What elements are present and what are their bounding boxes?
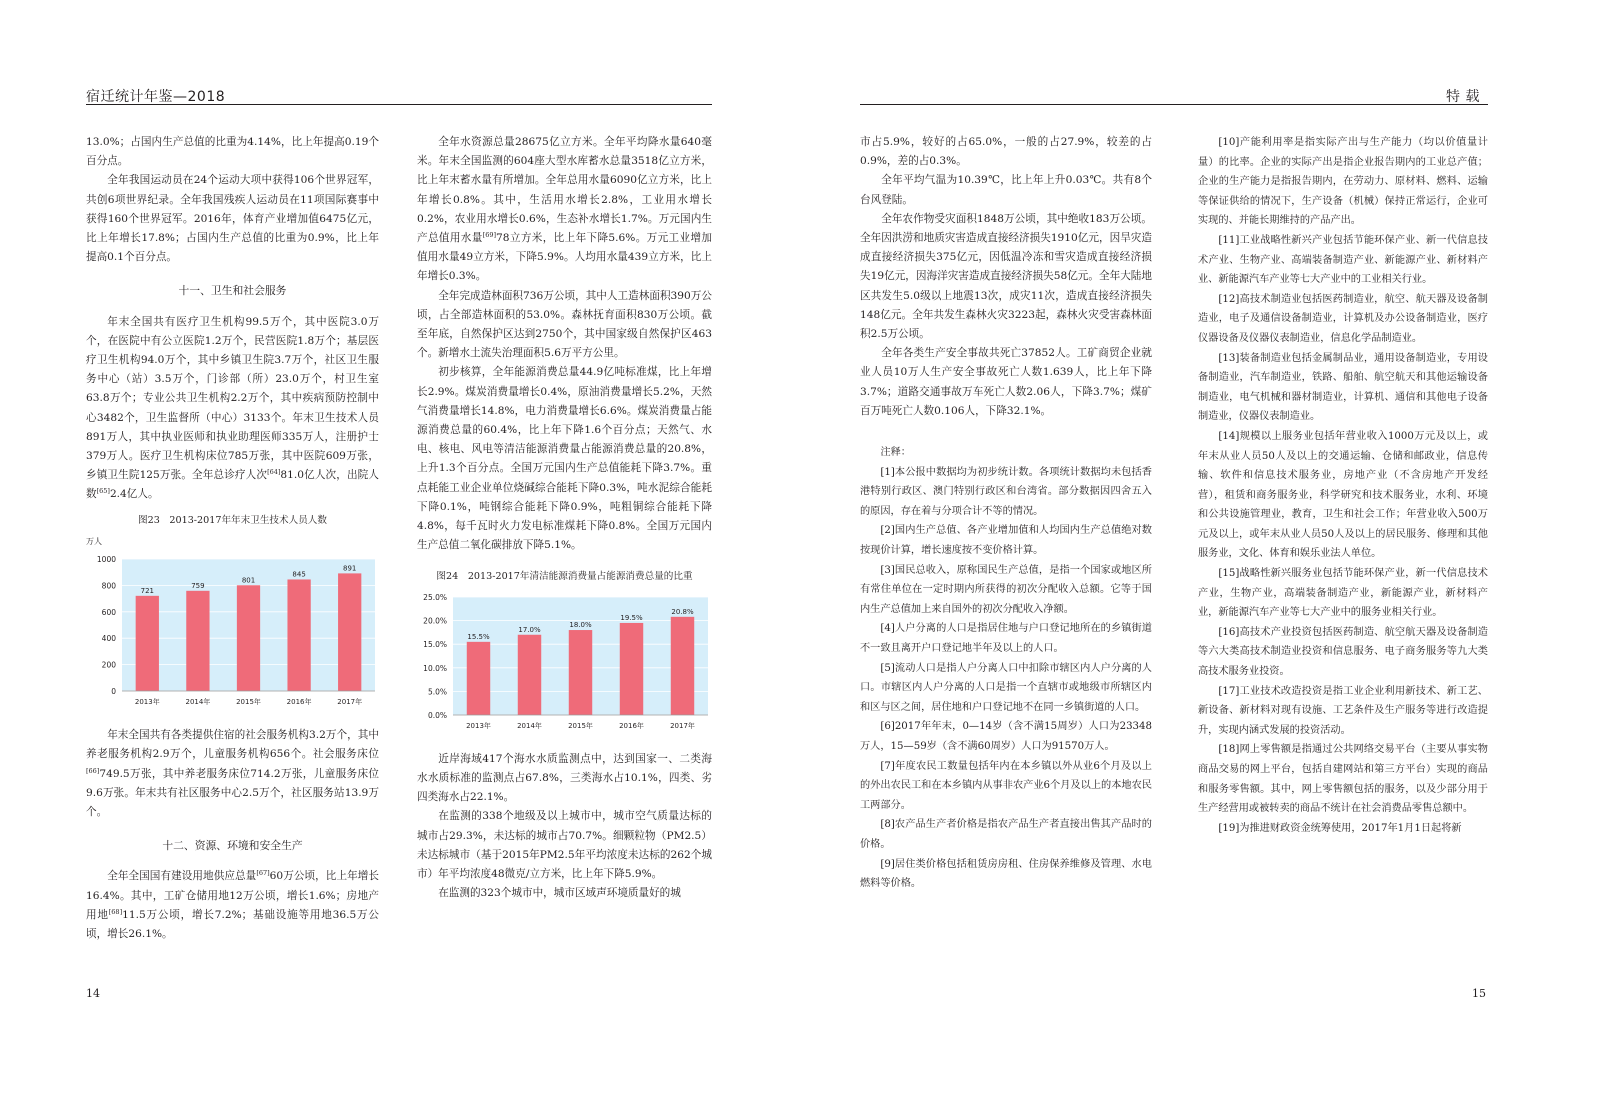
note: [13]装备制造业包括金属制品业，通用设备制造业，专用设备制造业，汽车制造业，铁路、船舶、航空航天和其他运输设备制造业，电气机械和器材制造业，计算机、通信和其他电子设备制造业，仪器仪表制造业。: [1198, 352, 1488, 423]
bar: [518, 634, 541, 714]
y-tick-label: 20.0%: [423, 616, 447, 626]
bar: [287, 580, 310, 692]
chart-23-plot: [86, 551, 379, 713]
data-label: 759: [191, 581, 205, 590]
left-header-rule: [86, 104, 712, 105]
text-run: 2.4亿人。: [109, 488, 159, 501]
paragraph: [86, 867, 379, 944]
x-tick-label: 2016年: [286, 698, 312, 707]
y-tick-label: 400: [101, 634, 116, 644]
y-tick-label: 1000: [96, 555, 116, 565]
text-run: 78立方米，比上年下降5.6%。万元工业增加值用水量49立方米，下降5.9%。人均用水量439立方米，比上年增长0.3%。: [417, 232, 712, 283]
paragraph: 全年各类生产安全事故共死亡37852人。工矿商贸企业就业人员10万人生产安全事故死亡人数1.639人，比上年下降3.7%；道路交通事故万车死亡人数2.06人，下降3.7%；煤矿百万吨死亡人数0.106人，下降32.1%。: [860, 347, 1152, 417]
note: [16]高技术产业投资包括医药制造、航空航天器及设备制造等六大类高技术制造业投资和信息服务、电子商务服务等九大类高技术服务业投资。: [1198, 626, 1488, 678]
note: [19]为推进财政资金统筹使用，2017年1月1日起将新: [1218, 822, 1462, 834]
text-run: 年末全国共有医疗卫生机构99.5万个，其中医院3.0万个，在医院中有公立医院1.2万个，民营医院1.8万个；基层医疗卫生机构94.0万个，其中乡镇卫生院3.7万个，社区卫生服务中心（站）3.5万个，门诊部（所）23.0万个，村卫生室63.8万个；专业公共卫生机构2.2万个，其中疾病预防控制中心3482个，卫生监督所（中心）3133个。年末卫生技术人员891万人，其中执业医师和执业助理医师335万人，注册护士379万人。医疗卫生机构床位785万张，其中医院609万张，乡镇卫生院125万张。全年总诊疗人次: [86, 315, 379, 482]
bar: [186, 591, 209, 691]
note: [4]人户分离的人口是指居住地与户口登记地所在的乡镇街道不一致且离开户口登记地半年及以上的人口。: [860, 623, 1152, 654]
note: [12]高技术制造业包括医药制造业，航空、航天器及设备制造业，电子及通信设备制造业，计算机及办公设备制造业，医疗仪器设备及仪器仪表制造业，信息化学品制造业。: [1198, 293, 1488, 344]
paragraph: 全年我国运动员在24个运动大项中获得106个世界冠军，共创6项世界纪录。全年我国残疾人运动员在11项国际赛事中获得160个世界冠军。2016年，体育产业增加值6475亿元，比上年增长17.8%；占国内生产总值的比重为0.9%，比上年提高0.1个百分点。: [86, 174, 379, 264]
text-run: 749.5万张，其中养老服务床位714.2万张，儿童服务床位9.6万张。年末共有社区服务中心2.5万个，社区服务站13.9万个。: [86, 767, 379, 819]
bar: [338, 573, 361, 691]
paragraph: 在监测的338个地级及以上城市中，城市空气质量达标的城市占29.3%，未达标的城市占70.7%。细颗粒物（PM2.5）未达标城市（基于2015年PM2.5年平均浓度未达标的262个城市）年平均浓度48微克/立方米，比上年下降5.9%。: [417, 810, 712, 881]
data-label: 845: [292, 570, 306, 579]
x-tick-label: 2013年: [134, 698, 160, 707]
notes: [860, 443, 1152, 894]
paragraph: 全年完成造林面积736万公顷，其中人工造林面积390万公顷，占全部造林面积的53.0%。森林抚育面积830万公顷。截至年底，自然保护区达到2750个，其中国家级自然保护区463个。新增水土流失治理面积5.6万平方公里。: [417, 289, 712, 360]
footnote-ref: [65]: [96, 487, 110, 496]
note: [1]本公报中数据均为初步统计数。各项统计数据均未包括香港特别行政区、澳门特别行政区和台湾省。部分数据因四舍五入的原因，存在着与分项合计不等的情况。: [860, 466, 1152, 517]
paragraph: [417, 133, 712, 287]
footnote-ref: [66]: [86, 766, 100, 775]
right-page: [790, 0, 1609, 1099]
footnote-ref: [67]: [256, 869, 270, 878]
page-number-left: 14: [86, 987, 100, 1000]
y-tick-label: 25.0%: [423, 592, 447, 602]
y-tick-label: 0.0%: [427, 710, 447, 720]
note: [6]2017年年末，0—14岁（含不满15周岁）人口为23348万人，15—59岁（含不满60周岁）人口为91570万人。: [860, 721, 1152, 752]
column-1: [86, 133, 379, 944]
note: [17]工业技术改造投资是指工业企业利用新技术、新工艺、新设备、新材料对现有设施、工艺条件及生产服务等进行改造提升，实现内涵式发展的投资活动。: [1198, 685, 1488, 736]
text-run: 年末全国共有各类提供住宿的社会服务机构3.2万个，其中养老服务机构2.9万个，儿童服务机构656个。社会服务床位: [86, 729, 379, 761]
x-tick-label: 2013年: [466, 721, 491, 730]
paragraph: [86, 313, 379, 505]
bar: [671, 616, 694, 714]
y-tick-label: 200: [101, 660, 116, 670]
text-run: 60万公顷，比上年增长16.4%。其中，工矿仓储用地12万公顷，增长1.6%；房地产用地: [86, 870, 379, 921]
data-label: 801: [241, 576, 256, 585]
note: [8]农产品生产者价格是指农产品生产者直接出售其产品时的价格。: [860, 819, 1152, 850]
data-label: 721: [140, 586, 154, 595]
chart-title: 图24 2013-2017年清洁能源消费量占能源消费总量的比重: [436, 571, 693, 583]
x-tick-label: 2017年: [337, 698, 363, 707]
column-3: [860, 133, 1152, 894]
column-4: [1198, 133, 1488, 838]
text-run: 全年水资源总量28675亿立方米。全年平均降水量640毫米。年末全国监测的604座大型水库蓄水总量3518亿立方米，比上年末蓄水量有所增加。全年总用水量6090亿立方米，比上年增长0.8%。其中，生活用水增长2.8%，工业用水增长0.2%，农业用水增长0.6%，生态补水增长1.7%。万元国内生产总值用水量: [417, 136, 712, 245]
x-tick-label: 2016年: [619, 721, 644, 730]
x-tick-label: 2015年: [236, 698, 261, 707]
column-2: [417, 133, 712, 904]
bar: [136, 596, 159, 691]
y-tick-label: 5.0%: [427, 687, 447, 697]
text-run: 11.5万公顷，增长7.2%；基础设施等用地36.5万公顷，增长26.1%。: [86, 908, 380, 941]
note: [15]战略性新兴服务业包括节能环保产业，新一代信息技术产业，生物产业，高端装备制造产业，新能源产业，新材料产业，新能源汽车产业等七大产业中的服务业相关行业。: [1198, 568, 1488, 619]
notes-heading: 注释：: [880, 447, 911, 459]
left-header-title: 宿迁统计年鉴—2018: [86, 89, 226, 105]
note: [14]规模以上服务业包括年营业收入1000万元及以上，或年末从业人员50人及以上的交通运输、仓储和邮政业，信息传输、软件和信息技术服务业，房地产业（不含房地产开发经营），租赁和商务服务业，科学研究和技术服务业，水利、环境和公共设施管理业，教育，卫生和社会工作；年营业收入500万元及以上，或年末从业人员50人及以上的居民服务、修理和其他服务业，文化、体育和娱乐业法人单位。: [1198, 430, 1488, 560]
x-tick-label: 2017年: [670, 721, 695, 730]
paragraph: 在监测的323个城市中，城市区域声环境质量好的城: [438, 887, 681, 900]
data-label: 17.0%: [518, 625, 541, 634]
y-tick-label: 800: [101, 581, 116, 591]
data-label: 18.0%: [569, 620, 592, 629]
note: [3]国民总收入，原称国民生产总值，是指一个国家或地区所有常住单位在一定时期内所获得的初次分配收入总额。它等于国内生产总值加上来自国外的初次分配收入净额。: [860, 564, 1152, 615]
y-tick-label: 600: [101, 607, 116, 617]
paragraph: 全年农作物受灾面积1848万公顷，其中绝收183万公顷。全年因洪涝和地质灾害造成直接经济损失1910亿元，因旱灾造成直接经济损失375亿元，因低温冷冻和雪灾造成直接经济损失19亿元，因海洋灾害造成直接经济损失58亿元。全年大陆地区共发生5.0级以上地震13次，成灾11次，造成直接经济损失148亿元。全年共发生森林火灾3223起，森林火灾受害森林面积2.5万公顷。: [860, 212, 1152, 341]
note: [10]产能利用率是指实际产出与生产能力（均以价值量计量）的比率。企业的实际产出是指企业报告期内的工业总产值；企业的生产能力是指报告期内，在劳动力、原材料、燃料、运输等保证供给的情况下，生产设备（机械）保持正常运行，企业可实现的、并能长期维持的产品产出。: [1198, 137, 1488, 227]
chart-24-plot: [417, 589, 712, 737]
text-run: 全年全国国有建设用地供应总量: [107, 870, 257, 883]
y-tick-label: 10.0%: [423, 663, 447, 673]
paragraph: [86, 726, 379, 822]
data-label: 891: [343, 564, 357, 573]
chart-ylabel: 万人: [86, 536, 102, 546]
paragraph: 初步核算，全年能源消费总量44.9亿吨标准煤，比上年增长2.9%。煤炭消费量增长0.4%，原油消费量增长5.2%，天然气消费量增长14.8%，电力消费量增长6.6%。煤炭消费量占能源消费总量的60.4%，比上年下降1.6个百分点；天然气、水电、核电、风电等清洁能源消费量占能源消费总量的20.8%，上升1.3个百分点。全国万元国内生产总值能耗下降3.7%。重点耗能工业企业单位烧碱综合能耗下降0.3%，吨水泥综合能耗下降0.1%，吨钢综合能耗下降0.9%，吨粗铜综合能耗下降4.8%，每千瓦时火力发电标准煤耗下降0.8%。全国万元国内生产总值二氧化碳排放下降5.1%。: [417, 366, 712, 552]
chart-title: 图23 2013-2017年年末卫生技术人员人数: [138, 514, 327, 526]
paragraph: 13.0%；占国内生产总值的比重为4.14%，比上年提高0.19个百分点。: [86, 136, 379, 168]
right-header-rule: [860, 104, 1488, 105]
note: [2]国内生产总值、各产业增加值和人均国内生产总值绝对数按现价计算，增长速度按不变价格计算。: [860, 525, 1152, 557]
bar: [467, 642, 490, 715]
x-tick-label: 2014年: [185, 698, 211, 707]
bar: [569, 630, 592, 715]
text-run: 81.0亿人次，出院人数: [86, 469, 379, 501]
note: [5]流动人口是指人户分离人口中扣除市辖区内人户分离的人口。市辖区内人户分离的人口是指一个直辖市或地级市所辖区内和区与区之间，居住地和户口登记地不在同一乡镇街道的人口。: [860, 662, 1152, 713]
left-page: [0, 0, 790, 1099]
y-tick-label: 0: [111, 687, 116, 697]
paragraph: 全年平均气温为10.39℃，比上年上升0.03℃。共有8个台风登陆。: [860, 174, 1152, 206]
paragraph: 近岸海域417个海水水质监测点中，达到国家一、二类海水水质标准的监测点占67.8%，三类海水占10.1%，四类、劣四类海水占22.1%。: [417, 752, 712, 804]
chart-24: [417, 567, 712, 743]
note: [18]网上零售额是指通过公共网络交易平台（主要从事实物商品交易的网上平台，包括自建网站和第三方平台）实现的商品和服务零售额。其中，网上零售额包括的服务，以及少部分用于生产经营用或被转卖的商品不统计在社会消费品零售总额中。: [1198, 744, 1488, 815]
paragraph: 市占5.9%，较好的占65.0%，一般的占27.9%，较差的占0.9%，差的占0.3%。: [860, 136, 1152, 168]
data-label: 19.5%: [620, 613, 643, 622]
note: [9]居住类价格包括租赁房房租、住房保养维修及管理、水电燃料等价格。: [860, 858, 1152, 890]
data-label: 15.5%: [467, 632, 490, 641]
section-heading: 十二、资源、环境和安全生产: [162, 839, 303, 853]
data-label: 20.8%: [671, 607, 694, 616]
page-number-right: 15: [1472, 987, 1486, 1000]
right-header-title: 特 载: [1446, 89, 1480, 105]
footnote-ref: [64]: [267, 468, 281, 477]
y-tick-label: 15.0%: [423, 639, 447, 649]
x-tick-label: 2015年: [568, 721, 593, 730]
footnote-ref: [68]: [108, 907, 123, 916]
x-tick-label: 2014年: [517, 721, 542, 730]
note: [7]年度农民工数量包括年内在本乡镇以外从业6个月及以上的外出农民工和在本乡镇内从事非农产业6个月及以上的本地农民工两部分。: [860, 760, 1152, 811]
bar: [237, 585, 260, 691]
chart-23: [86, 511, 379, 721]
section-heading: 十一、卫生和社会服务: [178, 284, 287, 298]
bar: [620, 623, 643, 715]
note: [11]工业战略性新兴产业包括节能环保产业、新一代信息技术产业、生物产业、高端装备制造产业、新能源产业、新材料产业、新能源汽车产业等七大产业中的工业相关行业。: [1198, 234, 1488, 286]
footnote-ref: [69]: [482, 231, 497, 240]
